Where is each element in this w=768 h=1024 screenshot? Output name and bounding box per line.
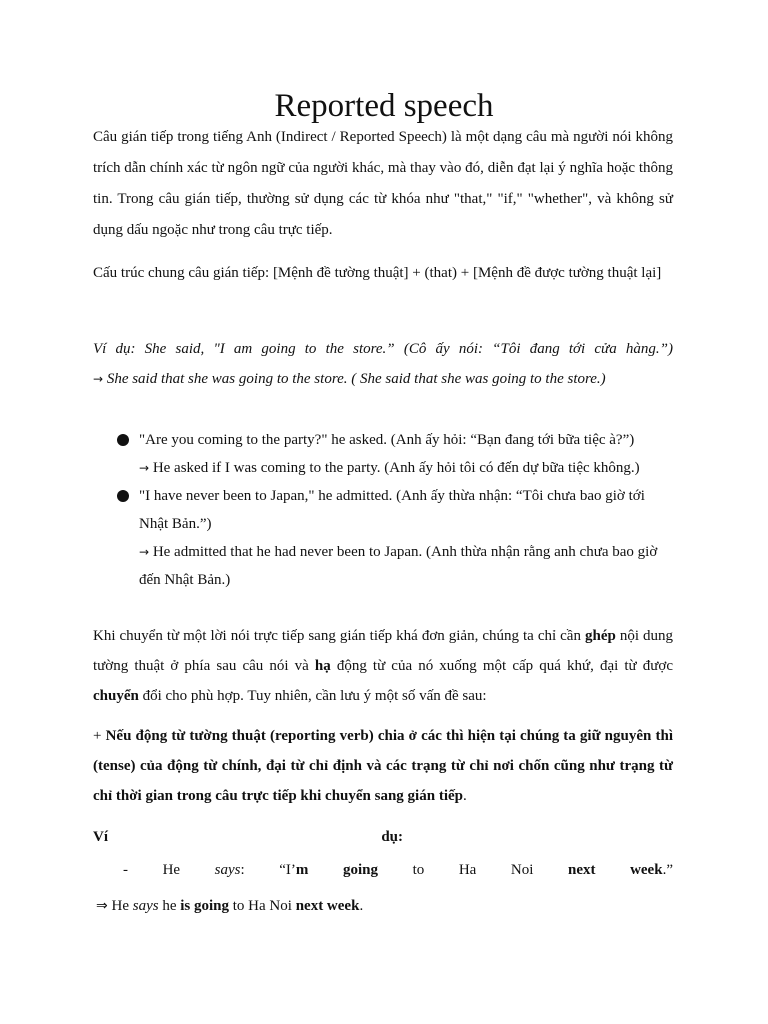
example-heading bbox=[93, 824, 403, 850]
bullet-icon bbox=[117, 490, 129, 502]
direct-speech: "Are you coming to the party?" he asked. (Anh ấy hỏi: “Bạn đang tới bữa tiệc à?”) bbox=[139, 432, 635, 448]
bullet-icon bbox=[117, 434, 129, 446]
intro-text: Câu gián tiếp trong tiếng Anh (Indirect / Reported Speech) là một dạng câu mà người nói không trích dẫn chính xác từ ngôn ngữ của người khác, mà thay vào đó, diễn đạt lại ý nghĩa hoặc thông tin. Trong câu gián tiếp, thường sử dụng các từ khóa như "that," "if," "whether", và không sử dụng dấu ngoặc như trong câu trực tiếp. bbox=[93, 129, 673, 238]
arrow-right-icon: → bbox=[139, 545, 150, 559]
example-block bbox=[93, 334, 673, 394]
example-line-2 bbox=[93, 364, 673, 394]
intro-paragraph bbox=[93, 122, 673, 246]
explanation-text: Khi chuyển từ một lời nói trực tiếp sang gián tiếp khá đơn giản, chúng ta chỉ cần ghép nội dung tường thuật ở phía sau câu nói và hạ động từ của nó xuống một cấp quá khứ, đại từ được chuyển đổi cho phù hợp. Tuy nhiên, cần lưu ý một số vấn đề sau: bbox=[93, 628, 674, 704]
arrow-right-icon: → bbox=[139, 461, 150, 475]
keyword-chuyen: chuyển bbox=[93, 688, 139, 704]
direct-example-line: - He says: “I’m going to Ha Noi next week.” bbox=[123, 862, 673, 878]
examples-list bbox=[93, 426, 673, 594]
indirect-example-line: ⇒ He says he is going to Ha Noi next week. bbox=[96, 898, 364, 914]
page-title: Reported speech bbox=[274, 88, 494, 124]
double-arrow-icon: ⇒ bbox=[96, 898, 108, 914]
reported-speech: He admitted that he had never been to Japan. (Anh thừa nhận rằng anh chưa bao giờ đến Nhật Bản.) bbox=[139, 544, 658, 588]
arrow-right-icon: → bbox=[93, 372, 104, 386]
rule-text: + Nếu động từ tường thuật (reporting verb) chia ở các thì hiện tại chúng ta giữ nguyên thì (tense) của động từ chính, đại từ chỉ định và các trạng từ chỉ nơi chốn cũng như trạng từ chỉ thời gian trong câu trực tiếp khi chuyển sang gián tiếp. bbox=[93, 728, 673, 804]
keyword-ghep: ghép bbox=[584, 628, 616, 644]
explanation-paragraph bbox=[93, 621, 673, 711]
example-reported: She said that she was going to the store. ( She said that she was going to the store.) bbox=[106, 371, 606, 387]
structure-paragraph bbox=[93, 258, 673, 289]
example-line-1: Ví dụ: She said, "I am going to the store.” (Cô ấy nói: “Tôi đang tới cửa hàng.”) bbox=[93, 341, 673, 357]
rule-paragraph bbox=[93, 721, 673, 811]
list-item bbox=[93, 426, 673, 482]
structure-text: Cấu trúc chung câu gián tiếp: [Mệnh đề tường thuật] + (that) + [Mệnh đề được tường thuật lại] bbox=[93, 265, 662, 281]
direct-speech: "I have never been to Japan," he admitted. (Anh ấy thừa nhận: “Tôi chưa bao giờ tới Nhật Bản.”) bbox=[139, 488, 645, 532]
list-item bbox=[93, 482, 673, 594]
keyword-ha: hạ bbox=[314, 658, 331, 674]
example-heading-word-1: Ví bbox=[93, 829, 108, 845]
reported-speech: He asked if I was coming to the party. (Anh ấy hỏi tôi có đến dự bữa tiệc không.) bbox=[152, 460, 640, 476]
example-heading-word-2: dụ: bbox=[381, 829, 403, 845]
